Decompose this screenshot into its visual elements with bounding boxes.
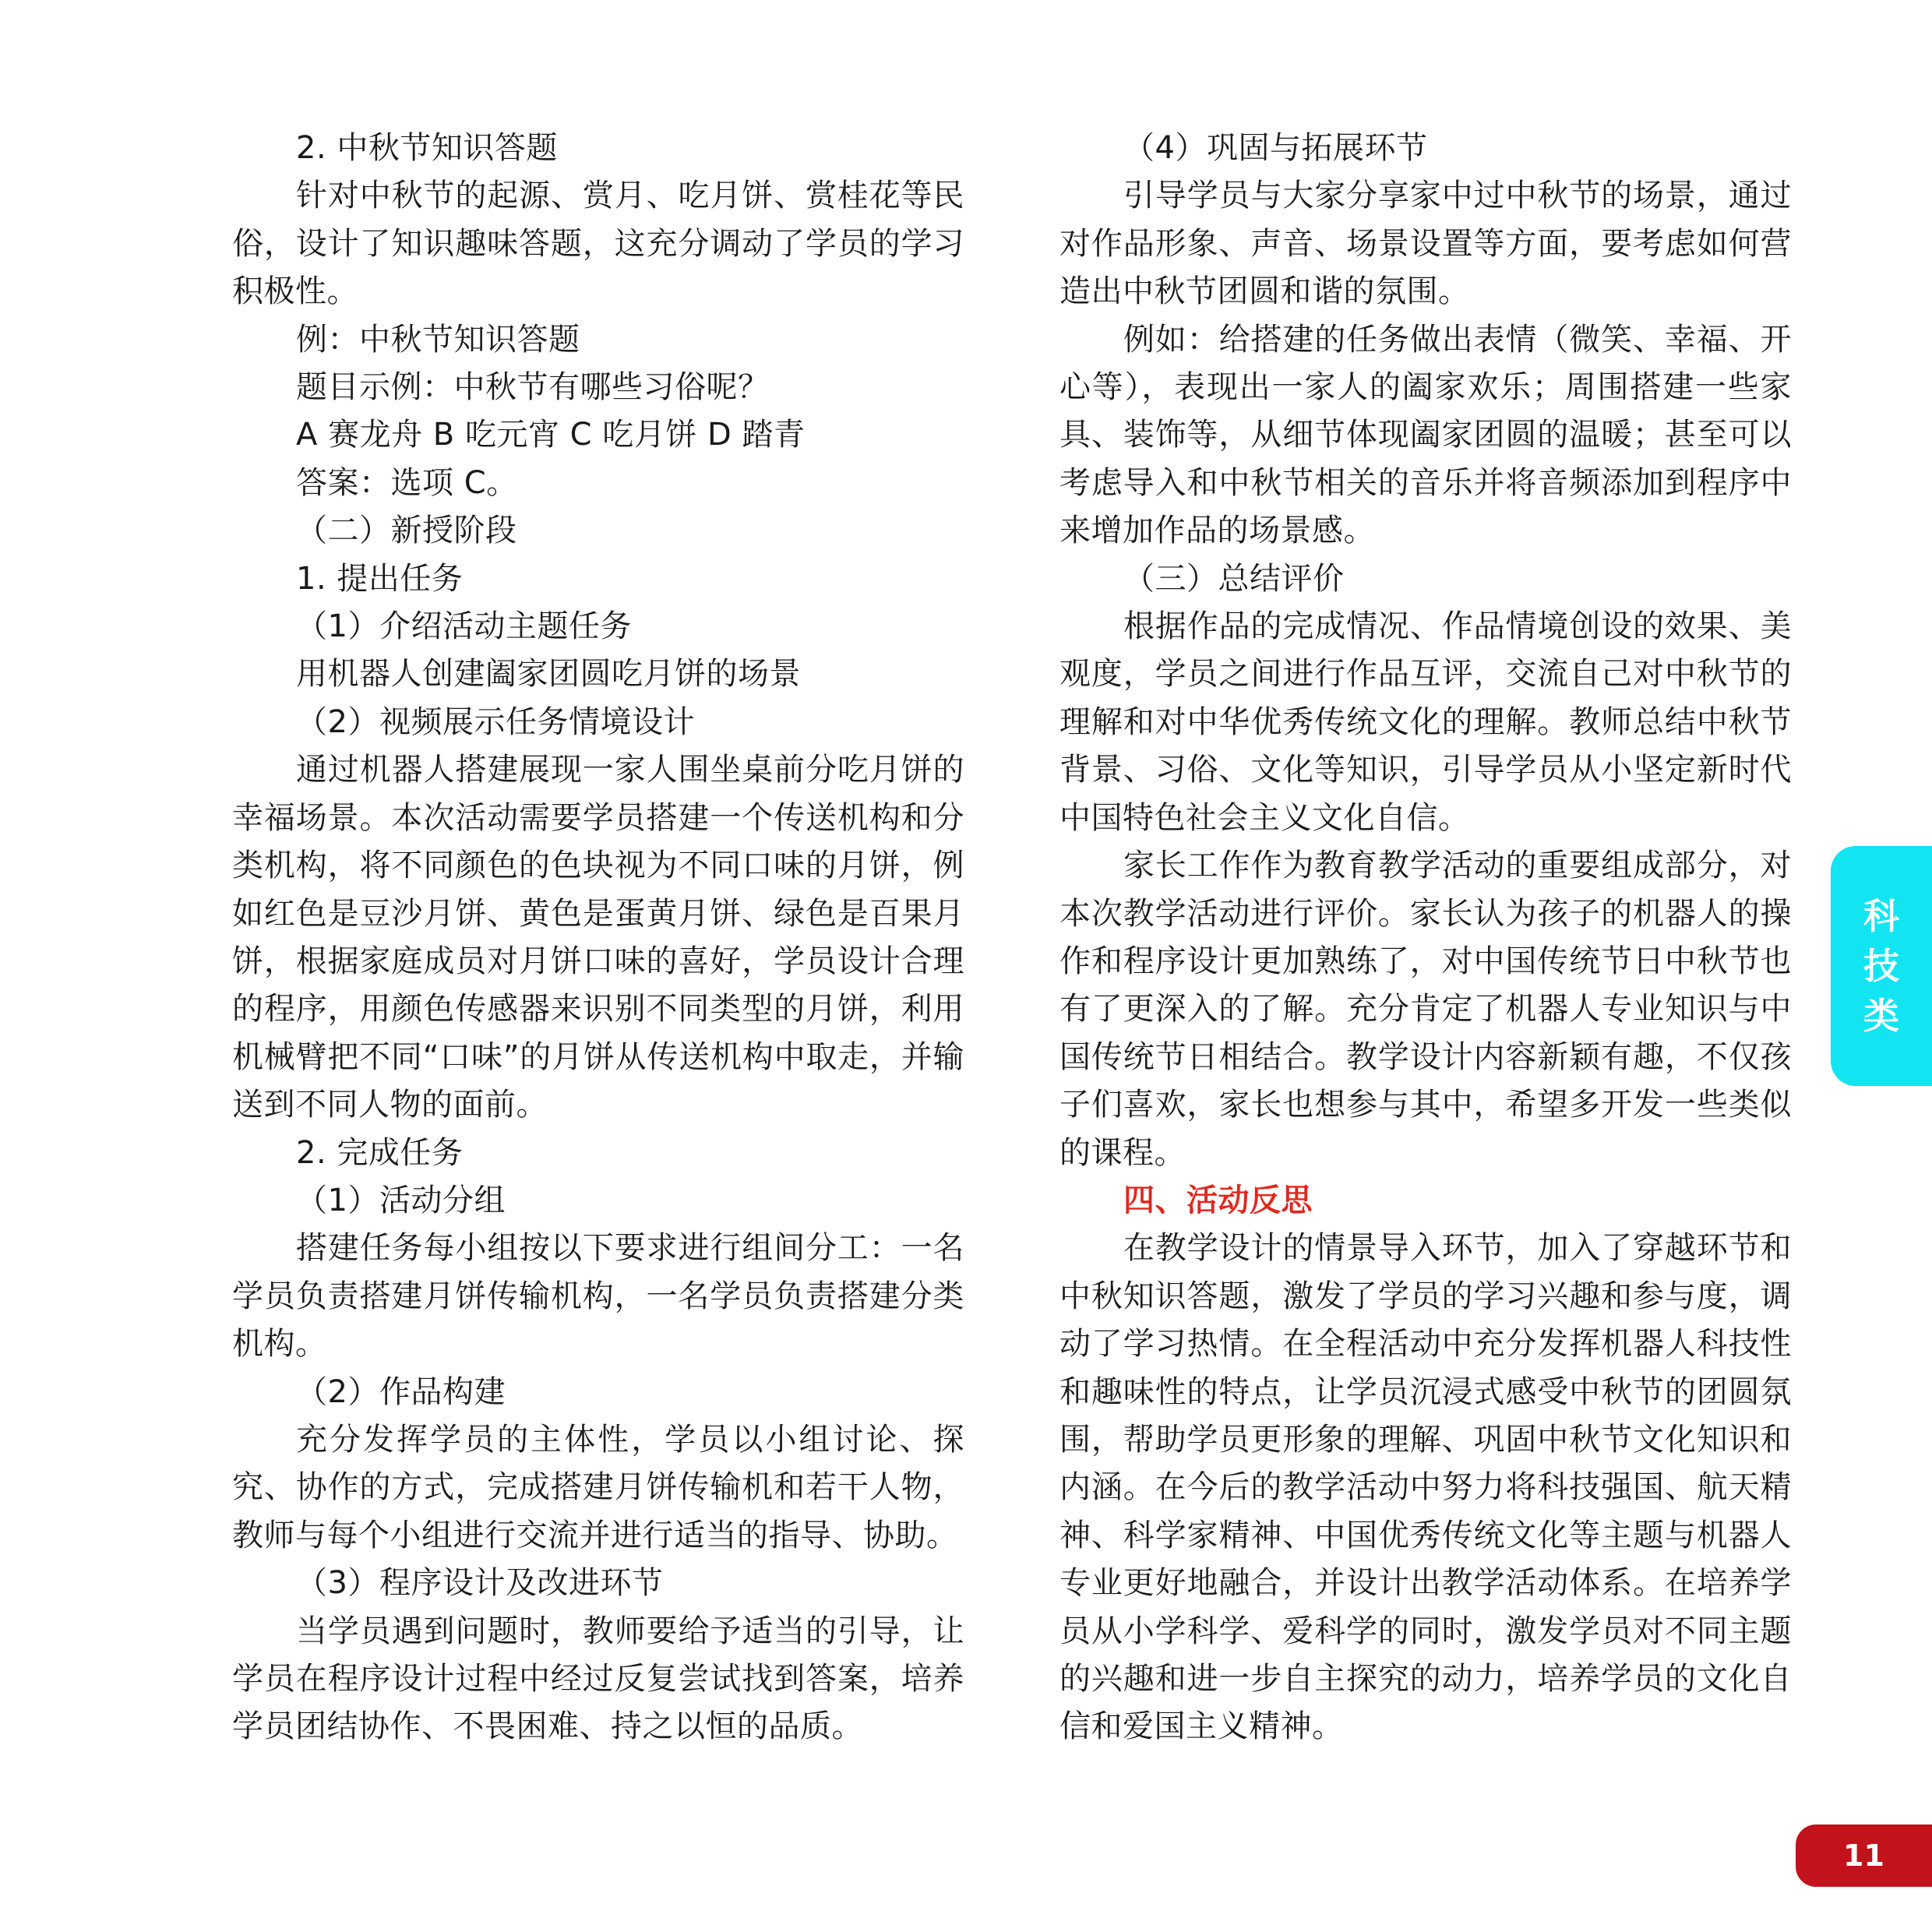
category-tab <box>1831 846 1932 1086</box>
paragraph: 在教学设计的情景导入环节，加入了穿越环节和中秋知识答题，激发了学员的学习兴趣和参与度，调动了学习热情。在全程活动中充分发挥机器人科技性和趣味性的特点，让学员沉浸式感受中秋节的团圆氛围，帮助学员更形象的理解、巩固中秋节文化知识和内涵。在今后的教学活动中努力将科技强国、航天精神、科学家精神、中国优秀传统文化等主题与机器人专业更好地融合，并设计出教学活动体系。在培养学员从小学科学、爱科学的同时，激发学员对不同主题的兴趣和进一步自主探究的动力，培养学员的文化自信和爱国主义精神。 <box>1059 1230 1792 1745</box>
sub-heading: （3）程序设计及改进环节 <box>296 1565 664 1602</box>
quiz-options: A 赛龙舟 B 吃元宵 C 吃月饼 D 踏青 <box>296 417 806 453</box>
quiz-answer: 答案：选项 C。 <box>296 464 518 501</box>
paragraph: 用机器人创建阖家团圆吃月饼的场景 <box>296 656 801 693</box>
section-heading: （三）总结评价 <box>1123 560 1345 597</box>
paragraph: 引导学员与大家分享家中过中秋节的场景，通过对作品形象、声音、场景设置等方面，要考虑如何营造出中秋节团圆和谐的氛围。 <box>1059 178 1792 310</box>
reflection-heading: 四、活动反思 <box>1123 1182 1313 1218</box>
category-tab-char: 科 <box>1863 895 1899 937</box>
paragraph: 根据作品的完成情况、作品情境创设的效果、美观度，学员之间进行作品互评，交流自己对中秋节的理解和对中华优秀传统文化的理解。教师总结中秋节背景、习俗、文化等知识，引导学员从小坚定新时代中国特色社会主义文化自信。 <box>1059 608 1792 836</box>
category-tab-char: 技 <box>1863 945 1899 987</box>
example-label: 例：中秋节知识答题 <box>296 321 580 358</box>
paragraph: 充分发挥学员的主体性，学员以小组讨论、探究、协作的方式，完成搭建月饼传输机和若干人物，教师与每个小组进行交流并进行适当的指导、协助。 <box>232 1421 964 1553</box>
quiz-question: 题目示例：中秋节有哪些习俗呢？ <box>296 369 770 406</box>
sub-heading: （1）活动分组 <box>296 1182 506 1218</box>
sub-heading: （2）视频展示任务情境设计 <box>296 703 695 740</box>
paragraph: 针对中秋节的起源、赏月、吃月饼、赏桂花等民俗，设计了知识趣味答题，这充分调动了学员的学习积极性。 <box>232 178 964 310</box>
category-tab-char: 类 <box>1863 995 1899 1037</box>
page-number: 11 <box>1843 1839 1884 1873</box>
paragraph: 家长工作作为教育教学活动的重要组成部分，对本次教学活动进行评价。家长认为孩子的机器人的操作和程序设计更加熟练了，对中国传统节日中秋节也有了更深入的了解。充分肯定了机器人专业知识与中国传统节日相结合。教学设计内容新颖有趣，不仅孩子们喜欢，家长也想参与其中，希望多开发一些类似的课程。 <box>1059 848 1792 1171</box>
sub-heading: （4）巩固与拓展环节 <box>1123 130 1428 166</box>
section-heading: 2. 完成任务 <box>296 1134 464 1171</box>
section-heading: 2. 中秋节知识答题 <box>296 130 558 166</box>
left-column <box>232 125 964 1751</box>
paragraph: 通过机器人搭建展现一家人围坐桌前分吃月饼的幸福场景。本次活动需要学员搭建一个传送机构和分类机构，将不同颜色的色块视为不同口味的月饼，例如红色是豆沙月饼、黄色是蛋黄月饼、绿色是百果月饼，根据家庭成员对月饼口味的喜好，学员设计合理的程序，用颜色传感器来识别不同类型的月饼，利用机械臂把不同“口味”的月饼从传送机构中取走，并输送到不同人物的面前。 <box>232 752 964 1123</box>
right-column <box>1059 125 1792 1751</box>
sub-heading: （1）介绍活动主题任务 <box>296 608 632 645</box>
page-number-badge <box>1796 1824 1932 1887</box>
section-heading: 1. 提出任务 <box>296 560 464 597</box>
sub-heading: （2）作品构建 <box>296 1373 506 1410</box>
paragraph: 搭建任务每小组按以下要求进行组间分工：一名学员负责搭建月饼传输机构，一名学员负责搭建分类机构。 <box>232 1230 964 1363</box>
paragraph: 当学员遇到问题时，教师要给予适当的引导，让学员在程序设计过程中经过反复尝试找到答案，培养学员团结协作、不畏困难、持之以恒的品质。 <box>232 1613 964 1745</box>
paragraph: 例如：给搭建的任务做出表情（微笑、幸福、开心等），表现出一家人的阖家欢乐；周围搭建一些家具、装饰等，从细节体现阖家团圆的温暖；甚至可以考虑导入和中秋节相关的音乐并将音频添加到程序中来增加作品的场景感。 <box>1059 321 1792 549</box>
section-heading: （二）新授阶段 <box>296 513 517 549</box>
